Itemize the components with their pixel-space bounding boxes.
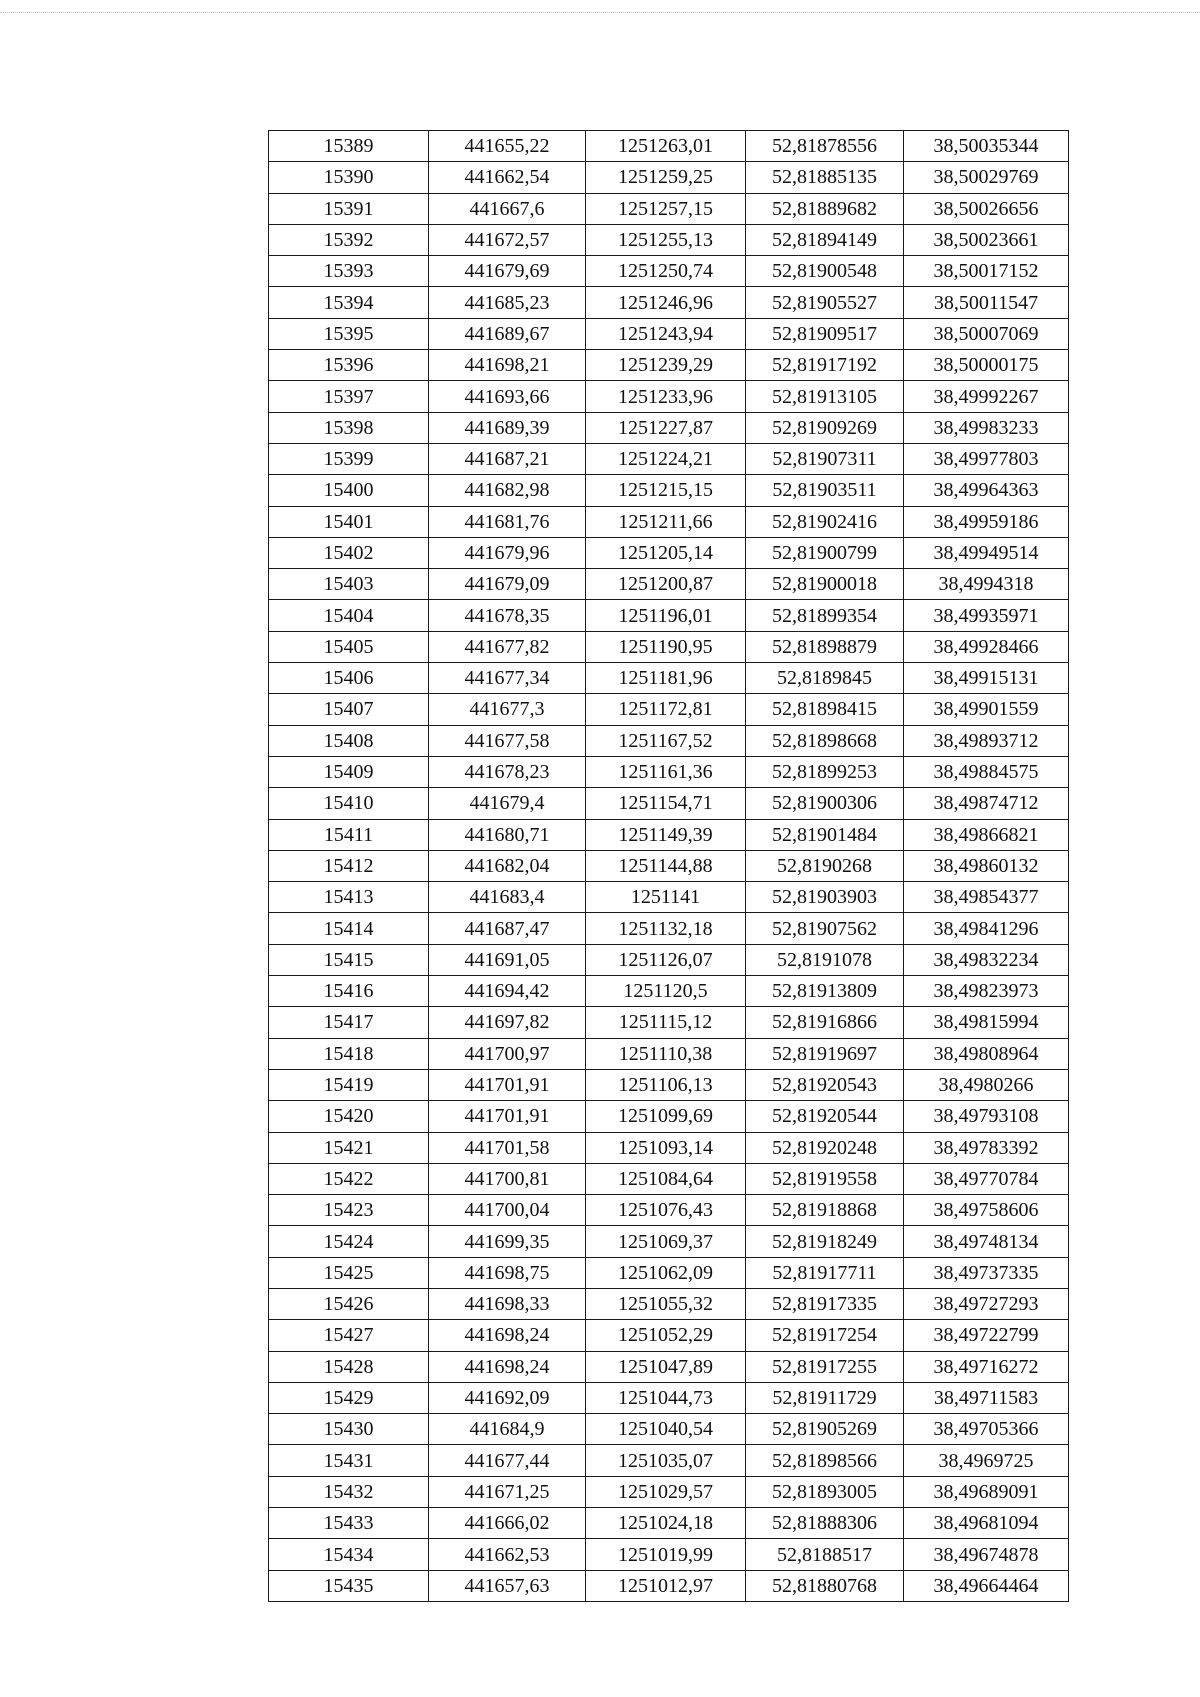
table-row [269, 475, 1069, 506]
coordinates-table [268, 130, 1069, 1602]
x-coordinate-cell: 441689,39 [429, 412, 586, 443]
table-row [269, 725, 1069, 756]
table-row [269, 882, 1069, 913]
latitude-cell: 52,8189845 [746, 663, 904, 694]
longitude-cell: 38,49832234 [904, 944, 1069, 975]
longitude-cell: 38,49874712 [904, 788, 1069, 819]
point-number-cell: 15412 [269, 850, 429, 881]
latitude-cell: 52,81903511 [746, 475, 904, 506]
y-coordinate-cell: 1251196,01 [586, 600, 746, 631]
latitude-cell: 52,81909517 [746, 318, 904, 349]
latitude-cell: 52,81900548 [746, 256, 904, 287]
y-coordinate-cell: 1251126,07 [586, 944, 746, 975]
point-number-cell: 15406 [269, 663, 429, 694]
y-coordinate-cell: 1251181,96 [586, 663, 746, 694]
y-coordinate-cell: 1251205,14 [586, 537, 746, 568]
table-row [269, 1132, 1069, 1163]
latitude-cell: 52,81918868 [746, 1195, 904, 1226]
y-coordinate-cell: 1251120,5 [586, 976, 746, 1007]
point-number-cell: 15402 [269, 537, 429, 568]
table-row [269, 506, 1069, 537]
point-number-cell: 15396 [269, 350, 429, 381]
y-coordinate-cell: 1251099,69 [586, 1101, 746, 1132]
table-row [269, 193, 1069, 224]
point-number-cell: 15398 [269, 412, 429, 443]
x-coordinate-cell: 441698,24 [429, 1320, 586, 1351]
y-coordinate-cell: 1251019,99 [586, 1539, 746, 1570]
table-row [269, 819, 1069, 850]
longitude-cell: 38,49866821 [904, 819, 1069, 850]
table-row [269, 1382, 1069, 1413]
x-coordinate-cell: 441677,3 [429, 694, 586, 725]
x-coordinate-cell: 441700,81 [429, 1163, 586, 1194]
latitude-cell: 52,81898668 [746, 725, 904, 756]
table-row [269, 913, 1069, 944]
table-row [269, 1508, 1069, 1539]
x-coordinate-cell: 441672,57 [429, 224, 586, 255]
table-row [269, 412, 1069, 443]
latitude-cell: 52,8190268 [746, 850, 904, 881]
x-coordinate-cell: 441662,53 [429, 1539, 586, 1570]
point-number-cell: 15429 [269, 1382, 429, 1413]
x-coordinate-cell: 441655,22 [429, 131, 586, 162]
longitude-cell: 38,49808964 [904, 1038, 1069, 1069]
longitude-cell: 38,49783392 [904, 1132, 1069, 1163]
table-row [269, 381, 1069, 412]
x-coordinate-cell: 441680,71 [429, 819, 586, 850]
longitude-cell: 38,49854377 [904, 882, 1069, 913]
x-coordinate-cell: 441679,09 [429, 569, 586, 600]
longitude-cell: 38,49884575 [904, 756, 1069, 787]
x-coordinate-cell: 441666,02 [429, 1508, 586, 1539]
x-coordinate-cell: 441677,58 [429, 725, 586, 756]
x-coordinate-cell: 441679,96 [429, 537, 586, 568]
latitude-cell: 52,81909269 [746, 412, 904, 443]
table-row [269, 537, 1069, 568]
latitude-cell: 52,81901484 [746, 819, 904, 850]
y-coordinate-cell: 1251040,54 [586, 1414, 746, 1445]
y-coordinate-cell: 1251055,32 [586, 1288, 746, 1319]
longitude-cell: 38,49977803 [904, 443, 1069, 474]
longitude-cell: 38,49841296 [904, 913, 1069, 944]
x-coordinate-cell: 441698,33 [429, 1288, 586, 1319]
point-number-cell: 15400 [269, 475, 429, 506]
point-number-cell: 15397 [269, 381, 429, 412]
longitude-cell: 38,49949514 [904, 537, 1069, 568]
x-coordinate-cell: 441677,82 [429, 631, 586, 662]
point-number-cell: 15410 [269, 788, 429, 819]
latitude-cell: 52,81899253 [746, 756, 904, 787]
latitude-cell: 52,81913809 [746, 976, 904, 1007]
latitude-cell: 52,81900018 [746, 569, 904, 600]
latitude-cell: 52,81898415 [746, 694, 904, 725]
x-coordinate-cell: 441700,97 [429, 1038, 586, 1069]
table-row [269, 131, 1069, 162]
y-coordinate-cell: 1251106,13 [586, 1069, 746, 1100]
point-number-cell: 15422 [269, 1163, 429, 1194]
latitude-cell: 52,81893005 [746, 1476, 904, 1507]
table-row [269, 1539, 1069, 1570]
y-coordinate-cell: 1251263,01 [586, 131, 746, 162]
x-coordinate-cell: 441679,69 [429, 256, 586, 287]
point-number-cell: 15416 [269, 976, 429, 1007]
y-coordinate-cell: 1251154,71 [586, 788, 746, 819]
longitude-cell: 38,49860132 [904, 850, 1069, 881]
longitude-cell: 38,49815994 [904, 1007, 1069, 1038]
y-coordinate-cell: 1251069,37 [586, 1226, 746, 1257]
longitude-cell: 38,49705366 [904, 1414, 1069, 1445]
x-coordinate-cell: 441684,9 [429, 1414, 586, 1445]
longitude-cell: 38,50011547 [904, 287, 1069, 318]
y-coordinate-cell: 1251149,39 [586, 819, 746, 850]
table-row [269, 788, 1069, 819]
point-number-cell: 15420 [269, 1101, 429, 1132]
point-number-cell: 15430 [269, 1414, 429, 1445]
latitude-cell: 52,8191078 [746, 944, 904, 975]
longitude-cell: 38,49893712 [904, 725, 1069, 756]
x-coordinate-cell: 441662,54 [429, 162, 586, 193]
y-coordinate-cell: 1251052,29 [586, 1320, 746, 1351]
latitude-cell: 52,81907311 [746, 443, 904, 474]
table-row [269, 694, 1069, 725]
point-number-cell: 15409 [269, 756, 429, 787]
x-coordinate-cell: 441678,23 [429, 756, 586, 787]
longitude-cell: 38,50026656 [904, 193, 1069, 224]
table-row [269, 256, 1069, 287]
point-number-cell: 15435 [269, 1570, 429, 1601]
latitude-cell: 52,81920543 [746, 1069, 904, 1100]
point-number-cell: 15417 [269, 1007, 429, 1038]
latitude-cell: 52,81880768 [746, 1570, 904, 1601]
table-row [269, 663, 1069, 694]
table-row [269, 1195, 1069, 1226]
latitude-cell: 52,81913105 [746, 381, 904, 412]
x-coordinate-cell: 441685,23 [429, 287, 586, 318]
table-row [269, 1476, 1069, 1507]
latitude-cell: 52,81885135 [746, 162, 904, 193]
y-coordinate-cell: 1251190,95 [586, 631, 746, 662]
x-coordinate-cell: 441693,66 [429, 381, 586, 412]
point-number-cell: 15408 [269, 725, 429, 756]
y-coordinate-cell: 1251259,25 [586, 162, 746, 193]
point-number-cell: 15434 [269, 1539, 429, 1570]
y-coordinate-cell: 1251255,13 [586, 224, 746, 255]
y-coordinate-cell: 1251044,73 [586, 1382, 746, 1413]
point-number-cell: 15393 [269, 256, 429, 287]
y-coordinate-cell: 1251115,12 [586, 1007, 746, 1038]
longitude-cell: 38,49664464 [904, 1570, 1069, 1601]
point-number-cell: 15403 [269, 569, 429, 600]
table-row [269, 1320, 1069, 1351]
table-row [269, 162, 1069, 193]
point-number-cell: 15413 [269, 882, 429, 913]
x-coordinate-cell: 441657,63 [429, 1570, 586, 1601]
table-row [269, 976, 1069, 1007]
latitude-cell: 52,81916866 [746, 1007, 904, 1038]
table-row [269, 350, 1069, 381]
longitude-cell: 38,4994318 [904, 569, 1069, 600]
x-coordinate-cell: 441667,6 [429, 193, 586, 224]
table-row [269, 1288, 1069, 1319]
longitude-cell: 38,49959186 [904, 506, 1069, 537]
latitude-cell: 52,81898566 [746, 1445, 904, 1476]
y-coordinate-cell: 1251062,09 [586, 1257, 746, 1288]
longitude-cell: 38,49711583 [904, 1382, 1069, 1413]
y-coordinate-cell: 1251161,36 [586, 756, 746, 787]
longitude-cell: 38,49716272 [904, 1351, 1069, 1382]
longitude-cell: 38,49964363 [904, 475, 1069, 506]
latitude-cell: 52,81911729 [746, 1382, 904, 1413]
table-row [269, 1101, 1069, 1132]
y-coordinate-cell: 1251233,96 [586, 381, 746, 412]
coordinates-table-body [269, 131, 1069, 1602]
point-number-cell: 15392 [269, 224, 429, 255]
x-coordinate-cell: 441677,44 [429, 1445, 586, 1476]
latitude-cell: 52,81917335 [746, 1288, 904, 1319]
longitude-cell: 38,49770784 [904, 1163, 1069, 1194]
y-coordinate-cell: 1251076,43 [586, 1195, 746, 1226]
longitude-cell: 38,50017152 [904, 256, 1069, 287]
point-number-cell: 15391 [269, 193, 429, 224]
y-coordinate-cell: 1251024,18 [586, 1508, 746, 1539]
latitude-cell: 52,81888306 [746, 1508, 904, 1539]
table-row [269, 1226, 1069, 1257]
x-coordinate-cell: 441678,35 [429, 600, 586, 631]
longitude-cell: 38,49915131 [904, 663, 1069, 694]
point-number-cell: 15414 [269, 913, 429, 944]
table-row [269, 443, 1069, 474]
x-coordinate-cell: 441692,09 [429, 1382, 586, 1413]
point-number-cell: 15431 [269, 1445, 429, 1476]
x-coordinate-cell: 441701,58 [429, 1132, 586, 1163]
longitude-cell: 38,50029769 [904, 162, 1069, 193]
longitude-cell: 38,49823973 [904, 976, 1069, 1007]
latitude-cell: 52,81894149 [746, 224, 904, 255]
y-coordinate-cell: 1251172,81 [586, 694, 746, 725]
x-coordinate-cell: 441671,25 [429, 1476, 586, 1507]
latitude-cell: 52,81917254 [746, 1320, 904, 1351]
point-number-cell: 15419 [269, 1069, 429, 1100]
y-coordinate-cell: 1251167,52 [586, 725, 746, 756]
x-coordinate-cell: 441697,82 [429, 1007, 586, 1038]
latitude-cell: 52,81900306 [746, 788, 904, 819]
x-coordinate-cell: 441682,98 [429, 475, 586, 506]
table-row [269, 1445, 1069, 1476]
table-row [269, 1007, 1069, 1038]
y-coordinate-cell: 1251227,87 [586, 412, 746, 443]
x-coordinate-cell: 441701,91 [429, 1069, 586, 1100]
y-coordinate-cell: 1251035,07 [586, 1445, 746, 1476]
latitude-cell: 52,81919697 [746, 1038, 904, 1069]
longitude-cell: 38,49983233 [904, 412, 1069, 443]
y-coordinate-cell: 1251246,96 [586, 287, 746, 318]
y-coordinate-cell: 1251144,88 [586, 850, 746, 881]
point-number-cell: 15432 [269, 1476, 429, 1507]
longitude-cell: 38,49935971 [904, 600, 1069, 631]
y-coordinate-cell: 1251084,64 [586, 1163, 746, 1194]
table-row [269, 287, 1069, 318]
y-coordinate-cell: 1251250,74 [586, 256, 746, 287]
y-coordinate-cell: 1251029,57 [586, 1476, 746, 1507]
y-coordinate-cell: 1251132,18 [586, 913, 746, 944]
point-number-cell: 15394 [269, 287, 429, 318]
longitude-cell: 38,49737335 [904, 1257, 1069, 1288]
table-row [269, 569, 1069, 600]
point-number-cell: 15418 [269, 1038, 429, 1069]
point-number-cell: 15423 [269, 1195, 429, 1226]
point-number-cell: 15401 [269, 506, 429, 537]
latitude-cell: 52,81917192 [746, 350, 904, 381]
latitude-cell: 52,81920248 [746, 1132, 904, 1163]
longitude-cell: 38,49928466 [904, 631, 1069, 662]
x-coordinate-cell: 441682,04 [429, 850, 586, 881]
longitude-cell: 38,4980266 [904, 1069, 1069, 1100]
table-row [269, 850, 1069, 881]
table-row [269, 224, 1069, 255]
longitude-cell: 38,49681094 [904, 1508, 1069, 1539]
latitude-cell: 52,81919558 [746, 1163, 904, 1194]
point-number-cell: 15426 [269, 1288, 429, 1319]
longitude-cell: 38,49992267 [904, 381, 1069, 412]
y-coordinate-cell: 1251093,14 [586, 1132, 746, 1163]
longitude-cell: 38,49727293 [904, 1288, 1069, 1319]
point-number-cell: 15399 [269, 443, 429, 474]
x-coordinate-cell: 441694,42 [429, 976, 586, 1007]
point-number-cell: 15424 [269, 1226, 429, 1257]
x-coordinate-cell: 441683,4 [429, 882, 586, 913]
y-coordinate-cell: 1251243,94 [586, 318, 746, 349]
point-number-cell: 15389 [269, 131, 429, 162]
latitude-cell: 52,81902416 [746, 506, 904, 537]
x-coordinate-cell: 441698,24 [429, 1351, 586, 1382]
y-coordinate-cell: 1251257,15 [586, 193, 746, 224]
longitude-cell: 38,50035344 [904, 131, 1069, 162]
point-number-cell: 15421 [269, 1132, 429, 1163]
latitude-cell: 52,81903903 [746, 882, 904, 913]
latitude-cell: 52,81900799 [746, 537, 904, 568]
x-coordinate-cell: 441689,67 [429, 318, 586, 349]
x-coordinate-cell: 441687,47 [429, 913, 586, 944]
x-coordinate-cell: 441679,4 [429, 788, 586, 819]
table-row [269, 756, 1069, 787]
point-number-cell: 15390 [269, 162, 429, 193]
longitude-cell: 38,50007069 [904, 318, 1069, 349]
x-coordinate-cell: 441677,34 [429, 663, 586, 694]
longitude-cell: 38,50023661 [904, 224, 1069, 255]
y-coordinate-cell: 1251012,97 [586, 1570, 746, 1601]
latitude-cell: 52,81905527 [746, 287, 904, 318]
latitude-cell: 52,81917255 [746, 1351, 904, 1382]
latitude-cell: 52,81918249 [746, 1226, 904, 1257]
longitude-cell: 38,50000175 [904, 350, 1069, 381]
point-number-cell: 15428 [269, 1351, 429, 1382]
longitude-cell: 38,49689091 [904, 1476, 1069, 1507]
x-coordinate-cell: 441698,21 [429, 350, 586, 381]
point-number-cell: 15433 [269, 1508, 429, 1539]
latitude-cell: 52,81898879 [746, 631, 904, 662]
y-coordinate-cell: 1251141 [586, 882, 746, 913]
latitude-cell: 52,81905269 [746, 1414, 904, 1445]
x-coordinate-cell: 441691,05 [429, 944, 586, 975]
latitude-cell: 52,81920544 [746, 1101, 904, 1132]
latitude-cell: 52,8188517 [746, 1539, 904, 1570]
point-number-cell: 15395 [269, 318, 429, 349]
y-coordinate-cell: 1251200,87 [586, 569, 746, 600]
table-row [269, 1163, 1069, 1194]
table-row [269, 1351, 1069, 1382]
point-number-cell: 15405 [269, 631, 429, 662]
x-coordinate-cell: 441687,21 [429, 443, 586, 474]
longitude-cell: 38,49758606 [904, 1195, 1069, 1226]
table-row [269, 1069, 1069, 1100]
latitude-cell: 52,81907562 [746, 913, 904, 944]
x-coordinate-cell: 441681,76 [429, 506, 586, 537]
table-row [269, 1257, 1069, 1288]
latitude-cell: 52,81899354 [746, 600, 904, 631]
longitude-cell: 38,49901559 [904, 694, 1069, 725]
y-coordinate-cell: 1251110,38 [586, 1038, 746, 1069]
table-row [269, 631, 1069, 662]
longitude-cell: 38,49722799 [904, 1320, 1069, 1351]
point-number-cell: 15411 [269, 819, 429, 850]
point-number-cell: 15404 [269, 600, 429, 631]
point-number-cell: 15425 [269, 1257, 429, 1288]
latitude-cell: 52,81878556 [746, 131, 904, 162]
table-row [269, 1038, 1069, 1069]
y-coordinate-cell: 1251047,89 [586, 1351, 746, 1382]
point-number-cell: 15427 [269, 1320, 429, 1351]
table-row [269, 1570, 1069, 1601]
y-coordinate-cell: 1251239,29 [586, 350, 746, 381]
x-coordinate-cell: 441701,91 [429, 1101, 586, 1132]
scan-top-edge-line [0, 12, 1200, 13]
table-row [269, 1414, 1069, 1445]
longitude-cell: 38,49674878 [904, 1539, 1069, 1570]
table-row [269, 944, 1069, 975]
x-coordinate-cell: 441698,75 [429, 1257, 586, 1288]
y-coordinate-cell: 1251211,66 [586, 506, 746, 537]
x-coordinate-cell: 441699,35 [429, 1226, 586, 1257]
table-row [269, 318, 1069, 349]
latitude-cell: 52,81889682 [746, 193, 904, 224]
latitude-cell: 52,81917711 [746, 1257, 904, 1288]
point-number-cell: 15407 [269, 694, 429, 725]
table-row [269, 600, 1069, 631]
point-number-cell: 15415 [269, 944, 429, 975]
longitude-cell: 38,49748134 [904, 1226, 1069, 1257]
y-coordinate-cell: 1251215,15 [586, 475, 746, 506]
longitude-cell: 38,4969725 [904, 1445, 1069, 1476]
longitude-cell: 38,49793108 [904, 1101, 1069, 1132]
x-coordinate-cell: 441700,04 [429, 1195, 586, 1226]
y-coordinate-cell: 1251224,21 [586, 443, 746, 474]
